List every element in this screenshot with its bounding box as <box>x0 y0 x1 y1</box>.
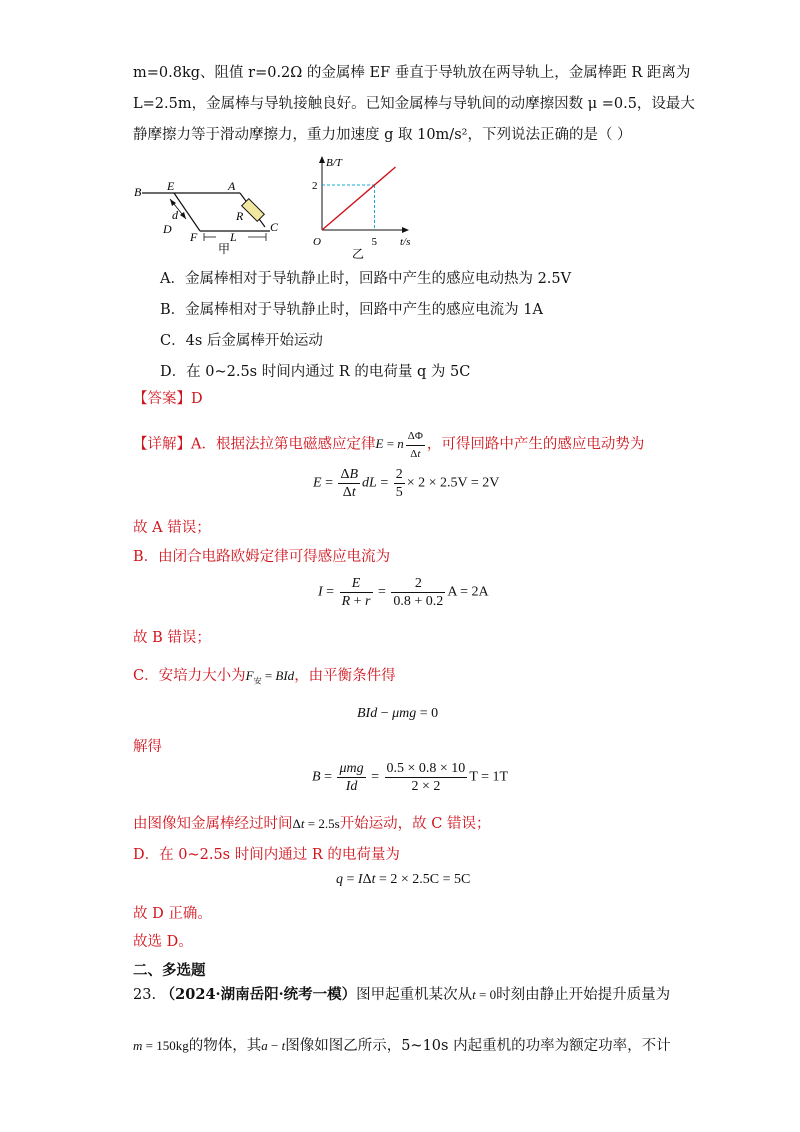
q23-line2 <box>133 1036 671 1056</box>
detail-c-line <box>133 666 396 692</box>
formula-mass: m = 150kg <box>133 1038 189 1053</box>
label-f: F <box>190 230 198 244</box>
equation-emf: E = $\frac{\Delta B}{\Delta t}$ dL = $\frac{2}{5}$ × 2 × 2.5V = 2V <box>313 467 500 500</box>
detail-c-text4: 开始运动，故 C 错误； <box>339 816 491 832</box>
option-d: D．在 0~2.5s 时间内通过 R 的电荷量 q 为 5C <box>160 364 471 380</box>
question-line-3: 静摩擦力等于滑动摩擦力，重力加速度 g 取 10m/s²，下列说法正确的是（ ） <box>133 127 632 143</box>
q23-number: 23. <box>133 987 157 1003</box>
equation-balance: BId − μmg = 0 <box>357 706 439 721</box>
detail-b-wrong: 故 B 错误； <box>133 630 211 646</box>
label-l: L <box>230 230 237 244</box>
q23-text4: 图像如图乙所示，5~10s 内起重机的功率为额定功率，不计 <box>285 1038 671 1054</box>
detail-a-text2: ，可得回路中产生的感应电动势为 <box>426 436 645 453</box>
figure-jia <box>130 175 290 257</box>
detail-d-text: D．在 0~2.5s 时间内通过 R 的电荷量为 <box>133 847 400 863</box>
detail-a-line <box>133 428 644 463</box>
y-tick-label: 2 <box>312 180 318 192</box>
option-c: C．4s 后金属棒开始运动 <box>160 333 323 349</box>
section-heading: 二、多选题 <box>133 962 206 979</box>
q23-line1 <box>133 985 670 1005</box>
label-d-upper: D <box>163 222 172 236</box>
question-line-1: m=0.8kg、阻值 r=0.2Ω 的金属棒 EF 垂直于导轨放在两导轨上，金属棒距 R 距离为 <box>133 65 691 81</box>
detail-d-right: 故 D 正确。 <box>133 906 212 922</box>
equation-current: I = $\frac{E}{R + r}$ = $\frac{2}{0.8 + 0.2}$ A = 2A <box>318 576 489 609</box>
q23-text3: 的物体，其 <box>188 1038 262 1054</box>
x-tick-label: 5 <box>371 236 377 248</box>
q23-source: （2024·湖南岳阳·统考一模） <box>160 986 357 1003</box>
formula-ampere: $F_安$ = BId <box>245 668 295 686</box>
q23-text2: 时刻由静止开始提升质量为 <box>496 987 671 1003</box>
detail-c-text2: ，由平衡条件得 <box>294 668 396 684</box>
detail-c-solve: 解得 <box>133 739 162 755</box>
label-e: E <box>167 179 175 193</box>
detail-b-text: B．由闭合电路欧姆定律可得感应电流为 <box>133 549 391 565</box>
detail-c-text: C．安培力大小为 <box>133 668 246 684</box>
formula-time: Δt = 2.5s <box>292 816 340 831</box>
detail-c-line2 <box>133 814 490 834</box>
y-axis-label: B/T <box>326 157 342 169</box>
answer-tag: 【答案】 <box>133 391 191 407</box>
x-axis-label: t/s <box>400 236 411 248</box>
detail-conclusion: 故选 D。 <box>133 934 193 950</box>
detail-tag: 【详解】 <box>133 436 191 453</box>
equation-field: B = $\frac{\text{μmg}}{Id}$ = $\frac{0.5 \times 0.8 \times 10}{2 \times 2}$ T = 1T <box>312 761 509 794</box>
y-axis-arrow <box>319 156 325 163</box>
origin-label: O <box>313 236 321 248</box>
label-r: R <box>236 209 244 223</box>
label-b: B <box>134 185 142 199</box>
detail-c-text3: 由图像知金属棒经过时间 <box>133 816 293 832</box>
option-a: A．金属棒相对于导轨静止时，回路中产生的感应电动热为 2.5V <box>160 271 572 287</box>
figure-yi-chart <box>300 152 430 262</box>
equation-charge: q = IΔt = 2 × 2.5C = 5C <box>336 872 471 887</box>
formula-at: a − t <box>261 1038 286 1053</box>
question-line-2: L=2.5m，金属棒与导轨接触良好。已知金属棒与导轨间的动摩擦因数 μ =0.5，设最大 <box>133 96 695 112</box>
series-line-b <box>322 167 396 230</box>
q23-text1: 图甲起重机某次从 <box>356 987 473 1003</box>
x-axis-arrow <box>402 227 409 233</box>
detail-a-wrong: 故 A 错误； <box>133 520 211 536</box>
formula-faraday: E = n $\frac{\Delta\Phi}{\Delta t}$ <box>375 430 423 460</box>
figure-jia-caption: 甲 <box>218 242 231 256</box>
formula-t0: t = 0 <box>472 987 497 1002</box>
label-c: C <box>270 220 279 234</box>
detail-a-text: A．根据法拉第电磁感应定律 <box>191 436 376 453</box>
label-a: A <box>228 179 236 193</box>
answer-value: D <box>191 391 203 407</box>
answer-line <box>133 389 203 409</box>
resistor-r <box>242 199 265 222</box>
figure-yi-caption: 乙 <box>352 247 365 261</box>
option-b: B．金属棒相对于导轨静止时，回路中产生的感应电流为 1A <box>160 302 543 318</box>
label-d: d <box>172 208 178 222</box>
